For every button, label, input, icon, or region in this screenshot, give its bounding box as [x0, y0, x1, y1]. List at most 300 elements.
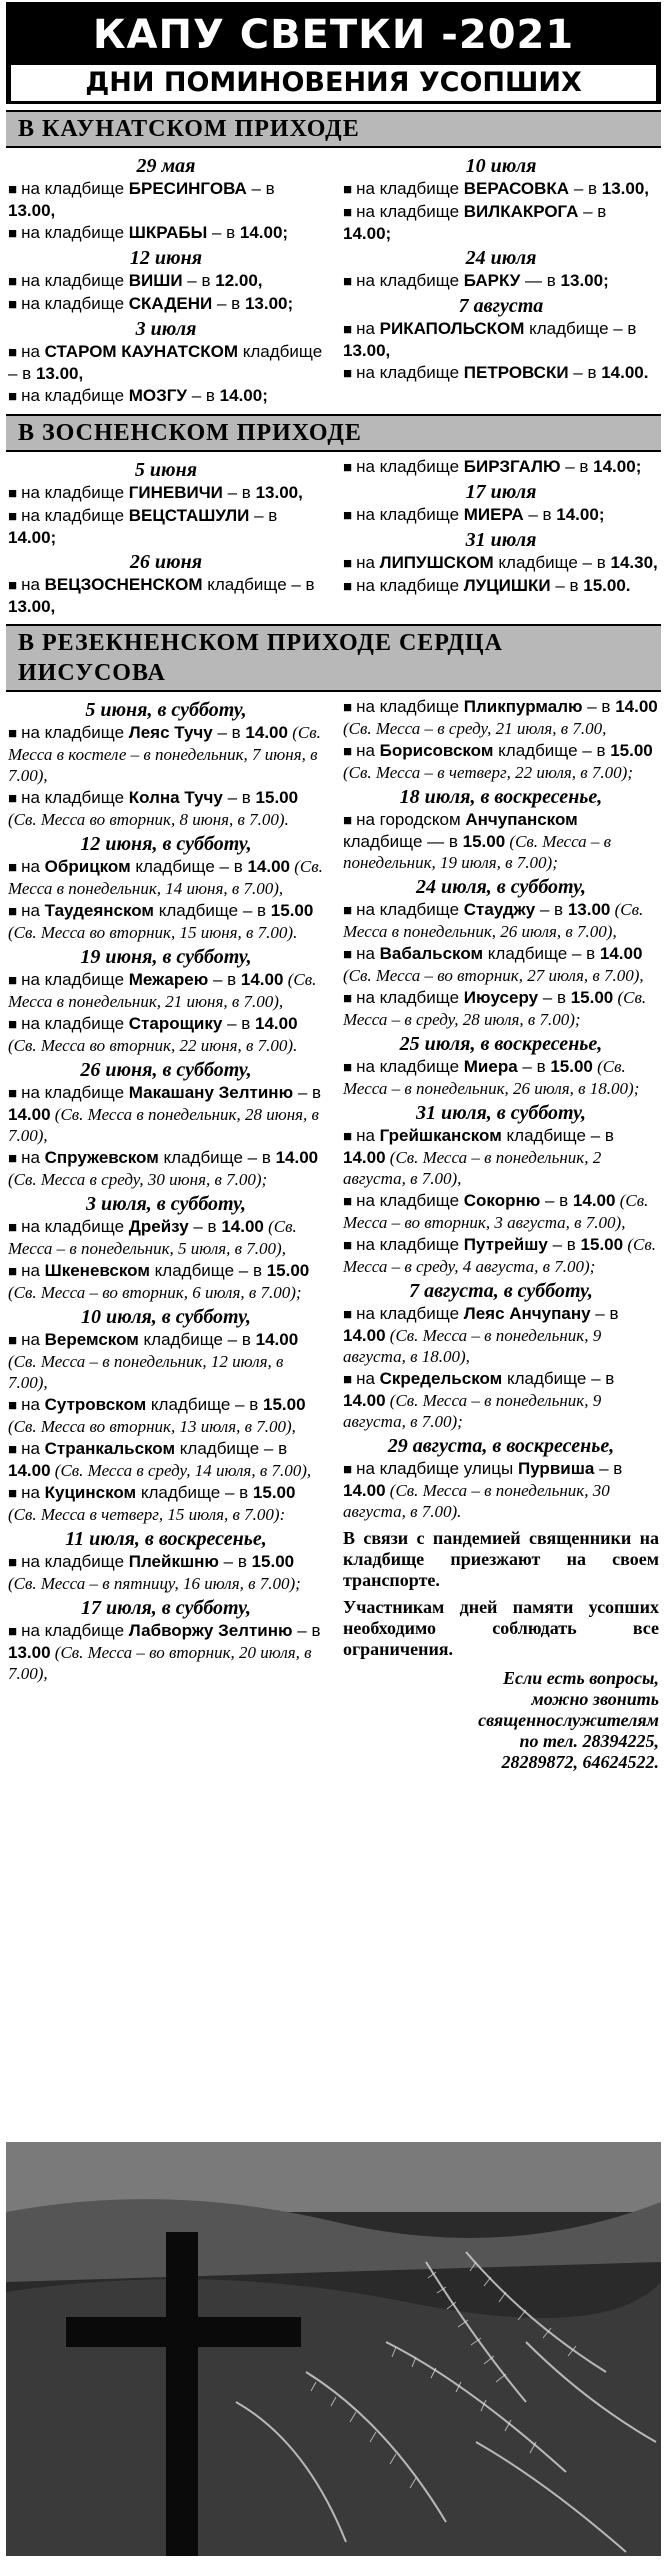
- entry-prefix: на: [21, 1148, 45, 1167]
- schedule-entry: [8, 505, 324, 548]
- cemetery-name: Странкальском: [44, 1439, 176, 1458]
- cemetery-name: Вабальском: [379, 944, 484, 963]
- entry-prefix: на кладбище: [21, 1552, 129, 1571]
- cemetery-name: ВИЛКАКРОГА: [463, 202, 579, 221]
- date-heading: 5 июня, в субботу,: [85, 699, 247, 721]
- cemetery-name: Анчупанском: [465, 810, 578, 829]
- square-bullet-icon: ■: [343, 555, 353, 572]
- date-heading: 26 июня, в субботу,: [80, 1059, 252, 1081]
- date-heading: 7 августа, в субботу,: [409, 1280, 593, 1302]
- entry-connector: – в: [222, 788, 256, 807]
- service-time: 14.00: [255, 1014, 298, 1033]
- schedule-entry: [8, 1216, 324, 1259]
- cemetery-name: МОЗГУ: [128, 386, 188, 405]
- square-bullet-icon: ■: [8, 273, 18, 290]
- cemetery-name: Леяс Анчупану: [463, 1304, 591, 1323]
- cemetery-name: Межарею: [128, 970, 209, 989]
- entry-prefix: на: [21, 901, 45, 920]
- service-time: 15.00: [270, 901, 314, 920]
- square-bullet-icon: ■: [343, 1306, 353, 1323]
- left-column: [8, 696, 324, 1773]
- cemetery-name: Июусеру: [463, 988, 539, 1007]
- square-bullet-icon: ■: [8, 1397, 18, 1414]
- entry-connector: – в: [212, 723, 246, 742]
- date-heading: 12 июня, в субботу,: [80, 833, 252, 855]
- entry-prefix: на кладбище: [356, 1235, 464, 1254]
- entry-punctuation: ,: [78, 364, 84, 383]
- schedule-entry: [343, 1190, 659, 1233]
- square-bullet-icon: ■: [343, 902, 353, 919]
- cemetery-name: Миера: [463, 1057, 518, 1076]
- contact-line: 28289872, 64624522.: [501, 1752, 659, 1772]
- entry-prefix: на кладбище: [21, 386, 129, 405]
- entry-connector: – в: [292, 1621, 321, 1640]
- date-heading: 17 июля, в субботу,: [81, 1597, 251, 1619]
- service-time: 13.00: [601, 179, 645, 198]
- square-bullet-icon: ■: [8, 1016, 18, 1033]
- service-time: 14.00: [593, 457, 636, 476]
- service-time: 14.00: [221, 1217, 264, 1236]
- square-bullet-icon: ■: [343, 946, 353, 963]
- square-bullet-icon: ■: [343, 204, 353, 221]
- schedule-entry: [8, 385, 324, 407]
- entry-prefix: на: [356, 1369, 380, 1388]
- square-bullet-icon: ■: [8, 181, 18, 198]
- schedule-entry: [8, 1482, 324, 1525]
- cemetery-name: Сутровском: [44, 1395, 147, 1414]
- entry-connector: – в: [568, 363, 602, 382]
- cemetery-name: Пликпурмалю: [463, 697, 583, 716]
- parish-section: [0, 110, 667, 408]
- cemetery-name: Лабворжу Зелтиню: [128, 1621, 293, 1640]
- entry-connector: – в: [222, 483, 256, 502]
- date-heading: 12 июня: [129, 247, 203, 269]
- service-time: 14.00: [343, 1148, 386, 1167]
- mass-note: (Св. Месса – в понедельник, 2 августа, в 7.00),: [343, 1148, 602, 1188]
- square-bullet-icon: ■: [8, 725, 18, 742]
- service-time: 14.00: [343, 224, 386, 243]
- schedule-entry: [343, 1125, 659, 1189]
- schedule-entry: [343, 899, 659, 942]
- entry-prefix: на кладбище улицы: [356, 1459, 518, 1478]
- square-bullet-icon: ■: [8, 972, 18, 989]
- entry-connector: кладбище – в: [146, 1395, 263, 1414]
- cemetery-name: Спружевском: [44, 1148, 159, 1167]
- schedule-entry: [343, 575, 659, 597]
- cemetery-name: РИКАПОЛЬСКОМ: [379, 319, 525, 338]
- section-columns: [0, 696, 667, 1773]
- cemetery-name: БАРКУ: [463, 271, 521, 290]
- entry-punctuation: ,: [50, 597, 56, 616]
- date-heading: 29 августа, в воскресенье,: [387, 1435, 615, 1457]
- service-time: 15.00: [252, 1483, 296, 1502]
- schedule-entry: [8, 293, 324, 315]
- entry-prefix: на: [356, 553, 380, 572]
- date-heading: 19 июня, в субботу,: [80, 946, 252, 968]
- cemetery-name: ШКРАБЫ: [128, 223, 208, 242]
- entry-prefix: на: [356, 319, 380, 338]
- mass-note: (Св. Месса – во вторник, 6 июля, в 7.00);: [8, 1283, 302, 1302]
- mass-note: (Св. Месса – в понедельник, 30 августа, в 7.00).: [343, 1481, 610, 1521]
- service-time: 13.00: [8, 597, 51, 616]
- entry-punctuation: .: [643, 363, 649, 382]
- entry-connector: кладбище – в: [138, 1330, 256, 1349]
- entry-connector: – в: [594, 1459, 623, 1478]
- schedule-entry: [343, 504, 659, 526]
- schedule-entry: [8, 722, 324, 786]
- entry-prefix: на кладбище: [21, 1217, 129, 1236]
- square-bullet-icon: ■: [343, 365, 353, 382]
- square-bullet-icon: ■: [343, 699, 353, 716]
- contact-info: [343, 1668, 659, 1773]
- square-bullet-icon: ■: [343, 459, 353, 476]
- schedule-entry: [8, 178, 324, 221]
- entry-prefix: на кладбище: [21, 271, 129, 290]
- entry-punctuation: ;: [282, 223, 289, 242]
- square-bullet-icon: ■: [8, 1623, 18, 1640]
- entry-prefix: на кладбище: [356, 179, 464, 198]
- cemetery-name: ВЕРАСОВКА: [463, 179, 570, 198]
- date-heading: 31 июля, в субботу,: [416, 1102, 586, 1124]
- service-time: 14.00: [572, 1191, 616, 1210]
- service-time: 15.00: [570, 988, 614, 1007]
- schedule-entry: [343, 1368, 659, 1432]
- schedule-entry: [8, 900, 324, 943]
- cemetery-name: Обрицком: [44, 857, 131, 876]
- cemetery-name: Колна Тучу: [128, 788, 223, 807]
- entry-punctuation: ;: [598, 505, 605, 524]
- schedule-entry: [343, 270, 659, 292]
- participants-notice: Участникам дней памяти усопших необходимо соблюдать все ограничения.: [343, 1597, 659, 1659]
- entry-punctuation: ;: [603, 271, 609, 290]
- left-column: [8, 456, 324, 618]
- entry-punctuation: ,: [298, 483, 303, 502]
- entry-connector: – в: [517, 1057, 551, 1076]
- pandemic-notice: В связи с пандемией священники на кладбище приезжают на своем транспорте.: [343, 1528, 659, 1590]
- entry-connector: – в: [535, 900, 568, 919]
- mass-note: (Св. Месса – во вторник, 3 августа, в 7.00),: [343, 1191, 649, 1232]
- entry-connector: – в: [540, 1191, 573, 1210]
- date-heading: 18 июля, в воскресенье,: [399, 786, 603, 808]
- service-time: 14.00: [240, 970, 284, 989]
- schedule-entry: [343, 740, 659, 783]
- square-bullet-icon: ■: [8, 790, 18, 807]
- service-time: 13.00: [255, 483, 299, 502]
- mass-note: (Св. Месса – в понедельник, 26 июля, в 18.00);: [343, 1057, 640, 1098]
- mass-note: (Св. Месса – в понедельник, 9 августа, в 7.00);: [343, 1391, 602, 1431]
- entry-prefix: на кладбище: [356, 202, 464, 221]
- schedule-entry: [343, 696, 659, 739]
- entry-punctuation: ,: [644, 179, 650, 198]
- cemetery-name: Путрейшу: [463, 1235, 548, 1254]
- service-time: 14.00: [601, 363, 644, 382]
- entry-connector: кладбище – в: [8, 342, 323, 383]
- cemetery-name: Дрейзу: [128, 1217, 189, 1236]
- entry-connector: – в: [207, 223, 240, 242]
- cemetery-name: Стауджу: [463, 900, 536, 919]
- entry-prefix: на: [21, 1483, 45, 1502]
- schedule-entry: [8, 1147, 324, 1190]
- mass-note: (Св. Месса во вторник, 15 июня, в 7.00).: [8, 923, 298, 942]
- entry-prefix: на кладбище: [21, 1014, 129, 1033]
- section-header: В РЕЗЕКНЕНСКОМ ПРИХОДЕ СЕРДЦА ИИСУСОВА: [6, 624, 661, 692]
- cemetery-name: Макашану Зелтиню: [128, 1083, 294, 1102]
- square-bullet-icon: ■: [8, 344, 18, 361]
- service-time: 14.00: [615, 697, 658, 716]
- entry-connector: кладбище – в: [524, 319, 637, 338]
- entry-prefix: на кладбище: [21, 723, 129, 742]
- schedule-entry: [8, 482, 324, 504]
- entry-prefix: на кладбище: [356, 1304, 464, 1323]
- schedule-entry: [8, 787, 324, 830]
- right-column: [343, 696, 659, 1773]
- cemetery-name: Плейкшню: [128, 1552, 219, 1571]
- schedule-entry: [8, 1438, 324, 1481]
- entry-prefix: на: [21, 1395, 45, 1414]
- service-time: 12.00: [215, 271, 258, 290]
- mass-note: (Св. Месса – в понедельник, 12 июля, в 7.00),: [8, 1352, 284, 1392]
- entry-punctuation: ,: [653, 553, 658, 572]
- service-time: 15.00: [583, 576, 626, 595]
- date-heading: 24 июля, в субботу,: [416, 876, 586, 898]
- cemetery-name: Таудеянском: [44, 901, 154, 920]
- schedule-entry: [343, 1234, 659, 1277]
- schedule-sections: [0, 110, 667, 1773]
- schedule-entry: [8, 1394, 324, 1437]
- mass-note: (Св. Месса – в пятницу, 16 июля, в 7.00);: [8, 1574, 301, 1593]
- schedule-entry: [8, 1013, 324, 1056]
- entry-connector: – в: [578, 202, 607, 221]
- section-columns: [0, 456, 667, 618]
- date-heading: 11 июля, в воскресенье,: [65, 1528, 267, 1550]
- entry-prefix: на кладбище: [356, 1057, 464, 1076]
- parish-section: [0, 414, 667, 618]
- cemetery-name: ВЕЦЗОСНЕНСКОМ: [44, 575, 203, 594]
- entry-connector: – в: [293, 1083, 322, 1102]
- entry-prefix: на: [356, 741, 380, 760]
- entry-prefix: на: [21, 857, 45, 876]
- cemetery-name: Старощику: [128, 1014, 223, 1033]
- entry-connector: кладбище – в: [130, 857, 248, 876]
- entry-connector: кладбище – в: [202, 575, 315, 594]
- service-time: 15.00: [462, 832, 506, 851]
- service-time: 14.00: [8, 1105, 51, 1124]
- schedule-entry: [343, 1303, 659, 1367]
- cemetery-name: ЛУЦИШКИ: [463, 576, 551, 595]
- mass-note: (Св. Месса в четверг, 15 июля, в 7.00):: [8, 1505, 286, 1524]
- square-bullet-icon: ■: [8, 1085, 18, 1102]
- entry-punctuation: ,: [257, 271, 263, 290]
- cemetery-name: Грейшканском: [379, 1126, 502, 1145]
- square-bullet-icon: ■: [8, 1263, 18, 1280]
- entry-prefix: на кладбище: [356, 271, 464, 290]
- schedule-entry: [343, 201, 659, 244]
- service-time: 14.00: [343, 1391, 386, 1410]
- entry-prefix: на: [21, 1261, 45, 1280]
- cemetery-name: БРЕСИНГОВА: [128, 179, 247, 198]
- square-bullet-icon: ■: [8, 485, 18, 502]
- entry-prefix: на кладбище: [21, 506, 129, 525]
- entry-prefix: на: [21, 575, 45, 594]
- square-bullet-icon: ■: [8, 1441, 18, 1458]
- cemetery-name: Скредельском: [379, 1369, 503, 1388]
- service-time: 15.00: [262, 1395, 306, 1414]
- service-time: 13.00: [567, 900, 611, 919]
- entry-connector: – в: [590, 1304, 619, 1323]
- mass-note: (Св. Месса в среду, 30 июня, в 7.00);: [8, 1170, 268, 1189]
- entry-connector: – в: [212, 294, 245, 313]
- cemetery-name: Леяс Тучу: [128, 723, 213, 742]
- schedule-entry: [8, 856, 324, 899]
- mass-note: (Св. Месса в понедельник, 28 июня, в 7.00),: [8, 1105, 319, 1145]
- entry-connector: – в: [208, 970, 241, 989]
- schedule-entry: [343, 943, 659, 986]
- section-columns: [0, 152, 667, 408]
- square-bullet-icon: ■: [343, 507, 353, 524]
- entry-connector: – в: [523, 505, 557, 524]
- entry-punctuation: ;: [287, 294, 294, 313]
- contact-line: священнослужителям: [478, 1710, 659, 1730]
- left-column: [8, 152, 324, 408]
- entry-prefix: на кладбище: [356, 988, 464, 1007]
- schedule-entry: [343, 1458, 659, 1522]
- service-time: 14.00: [343, 1326, 386, 1345]
- cemetery-name: Пурвиша: [517, 1459, 595, 1478]
- service-time: 14.00: [255, 1330, 299, 1349]
- mass-note: (Св. Месса – во вторник, 20 июля, в 7.00),: [8, 1643, 312, 1683]
- mass-note: (Св. Месса в понедельник, 26 июля, в 7.00),: [343, 900, 644, 941]
- entry-prefix: на кладбище: [356, 457, 464, 476]
- entry-prefix: на: [21, 342, 45, 361]
- entry-punctuation: ,: [50, 201, 56, 220]
- square-bullet-icon: ■: [343, 1237, 353, 1254]
- entry-connector: – в: [550, 576, 584, 595]
- square-bullet-icon: ■: [343, 812, 353, 829]
- entry-punctuation: ;: [385, 224, 392, 243]
- entry-prefix: на кладбище: [356, 363, 464, 382]
- date-heading: 3 июля, в субботу,: [86, 1193, 246, 1215]
- date-heading: 25 июля, в воскресенье,: [399, 1033, 603, 1055]
- date-heading: 10 июля, в субботу,: [81, 1306, 251, 1328]
- square-bullet-icon: ■: [8, 388, 18, 405]
- service-time: 13.00: [244, 294, 288, 313]
- entry-connector: кладбище – в: [175, 1439, 288, 1458]
- right-column: [343, 152, 659, 408]
- schedule-entry: [8, 969, 324, 1012]
- entry-punctuation: ;: [635, 457, 642, 476]
- entry-punctuation: ;: [50, 528, 57, 547]
- square-bullet-icon: ■: [8, 1332, 18, 1349]
- service-time: 13.00: [35, 364, 79, 383]
- cemetery-name: БИРЗГАЛЮ: [463, 457, 561, 476]
- service-time: 14.00: [239, 223, 283, 242]
- mass-note: (Св. Месса во вторник, 22 июня, в 7.00).: [8, 1036, 298, 1055]
- entry-connector: кладбище – в: [149, 1261, 267, 1280]
- cemetery-name: ГИНЕВИЧИ: [128, 483, 223, 502]
- entry-prefix: на городском: [356, 810, 466, 829]
- service-time: 15.00: [255, 788, 299, 807]
- date-heading: 7 августа: [458, 295, 544, 317]
- cemetery-name: Куцинском: [44, 1483, 137, 1502]
- contact-line: по тел. 28394225,: [519, 1731, 659, 1751]
- entry-connector: кладбище – в: [501, 1126, 614, 1145]
- entry-connector: кладбище – в: [136, 1483, 253, 1502]
- square-bullet-icon: ■: [343, 578, 353, 595]
- mass-note: (Св. Месса в понедельник, 14 июня, в 7.00),: [8, 857, 323, 898]
- entry-prefix: на: [356, 944, 380, 963]
- entry-prefix: на: [21, 1439, 45, 1458]
- entry-prefix: на кладбище: [21, 483, 129, 502]
- entry-prefix: на кладбище: [21, 788, 129, 807]
- service-time: 15.00: [550, 1057, 593, 1076]
- date-heading: 31 июля: [465, 529, 537, 551]
- page-subtitle: ДНИ ПОМИНОВЕНИЯ УСОПШИХ: [11, 65, 656, 101]
- mass-note: (Св. Месса во вторник, 13 июля, в 7.00),: [8, 1417, 296, 1436]
- mass-note: (Св. Месса – в понедельник, 5 июля, в 7.00),: [8, 1217, 297, 1258]
- entry-connector: кладбище – в: [502, 1369, 615, 1388]
- square-bullet-icon: ■: [343, 1193, 353, 1210]
- cemetery-name: Борисовском: [379, 741, 494, 760]
- square-bullet-icon: ■: [8, 859, 18, 876]
- square-bullet-icon: ■: [343, 321, 353, 338]
- entry-connector: – в: [560, 457, 594, 476]
- mass-note: (Св. Месса в костеле – в понедельник, 7 июня, в 7.00),: [8, 723, 321, 785]
- schedule-entry: [8, 222, 324, 244]
- schedule-entry: [8, 1082, 324, 1146]
- service-time: 14.00: [247, 857, 291, 876]
- service-time: 13.00: [8, 201, 51, 220]
- mass-note: (Св. Месса – в четверг, 22 июля, в 7.00);: [343, 763, 633, 782]
- schedule-entry: [343, 552, 659, 574]
- entry-connector: кладбище – в: [493, 741, 611, 760]
- entry-prefix: на кладбище: [356, 697, 464, 716]
- square-bullet-icon: ■: [8, 903, 18, 920]
- entry-connector: – в: [218, 1552, 252, 1571]
- date-heading: 24 июля: [465, 247, 537, 269]
- entry-prefix: на кладбище: [356, 505, 464, 524]
- entry-prefix: на кладбище: [356, 900, 464, 919]
- service-time: 15.00: [266, 1261, 310, 1280]
- schedule-entry: [8, 1551, 324, 1594]
- cemetery-name: ЛИПУШСКОМ: [379, 553, 494, 572]
- parish-section: [0, 624, 667, 1773]
- cemetery-name: ВЕЦСТАШУЛИ: [128, 506, 250, 525]
- service-time: 14.00: [275, 1148, 319, 1167]
- date-heading: 5 июня: [134, 459, 198, 481]
- mass-note: (Св. Месса в среду, 14 июля, в 7.00),: [50, 1461, 312, 1480]
- section-header: В КАУНАТСКОМ ПРИХОДЕ: [6, 110, 661, 148]
- mass-note: (Св. Месса – в среду, 21 июля, в 7.00,: [343, 719, 607, 738]
- cemetery-name: СТАРОМ КАУНАТСКОМ: [44, 342, 239, 361]
- schedule-entry: [8, 1329, 324, 1393]
- square-bullet-icon: ■: [343, 990, 353, 1007]
- entry-prefix: на кладбище: [21, 294, 129, 313]
- service-time: 13.00: [8, 1643, 51, 1662]
- mass-note: (Св. Месса в понедельник, 21 июня, в 7.00),: [8, 970, 317, 1011]
- service-time: 14.00: [556, 505, 599, 524]
- newspaper-page: [0, 2, 667, 2562]
- entry-connector: кладбище – в: [493, 553, 611, 572]
- section-header: В ЗОСНЕНСКОМ ПРИХОДЕ: [6, 414, 661, 452]
- entry-connector: – в: [187, 386, 220, 405]
- square-bullet-icon: ■: [343, 1059, 353, 1076]
- entry-connector: кладбище — в: [343, 832, 463, 851]
- schedule-entry: [343, 318, 659, 361]
- entry-connector: – в: [246, 179, 275, 198]
- cemetery-name: СКАДЕНИ: [128, 294, 213, 313]
- mass-note: (Св. Месса во вторник, 8 июня, в 7.00).: [8, 810, 289, 829]
- square-bullet-icon: ■: [343, 1461, 353, 1478]
